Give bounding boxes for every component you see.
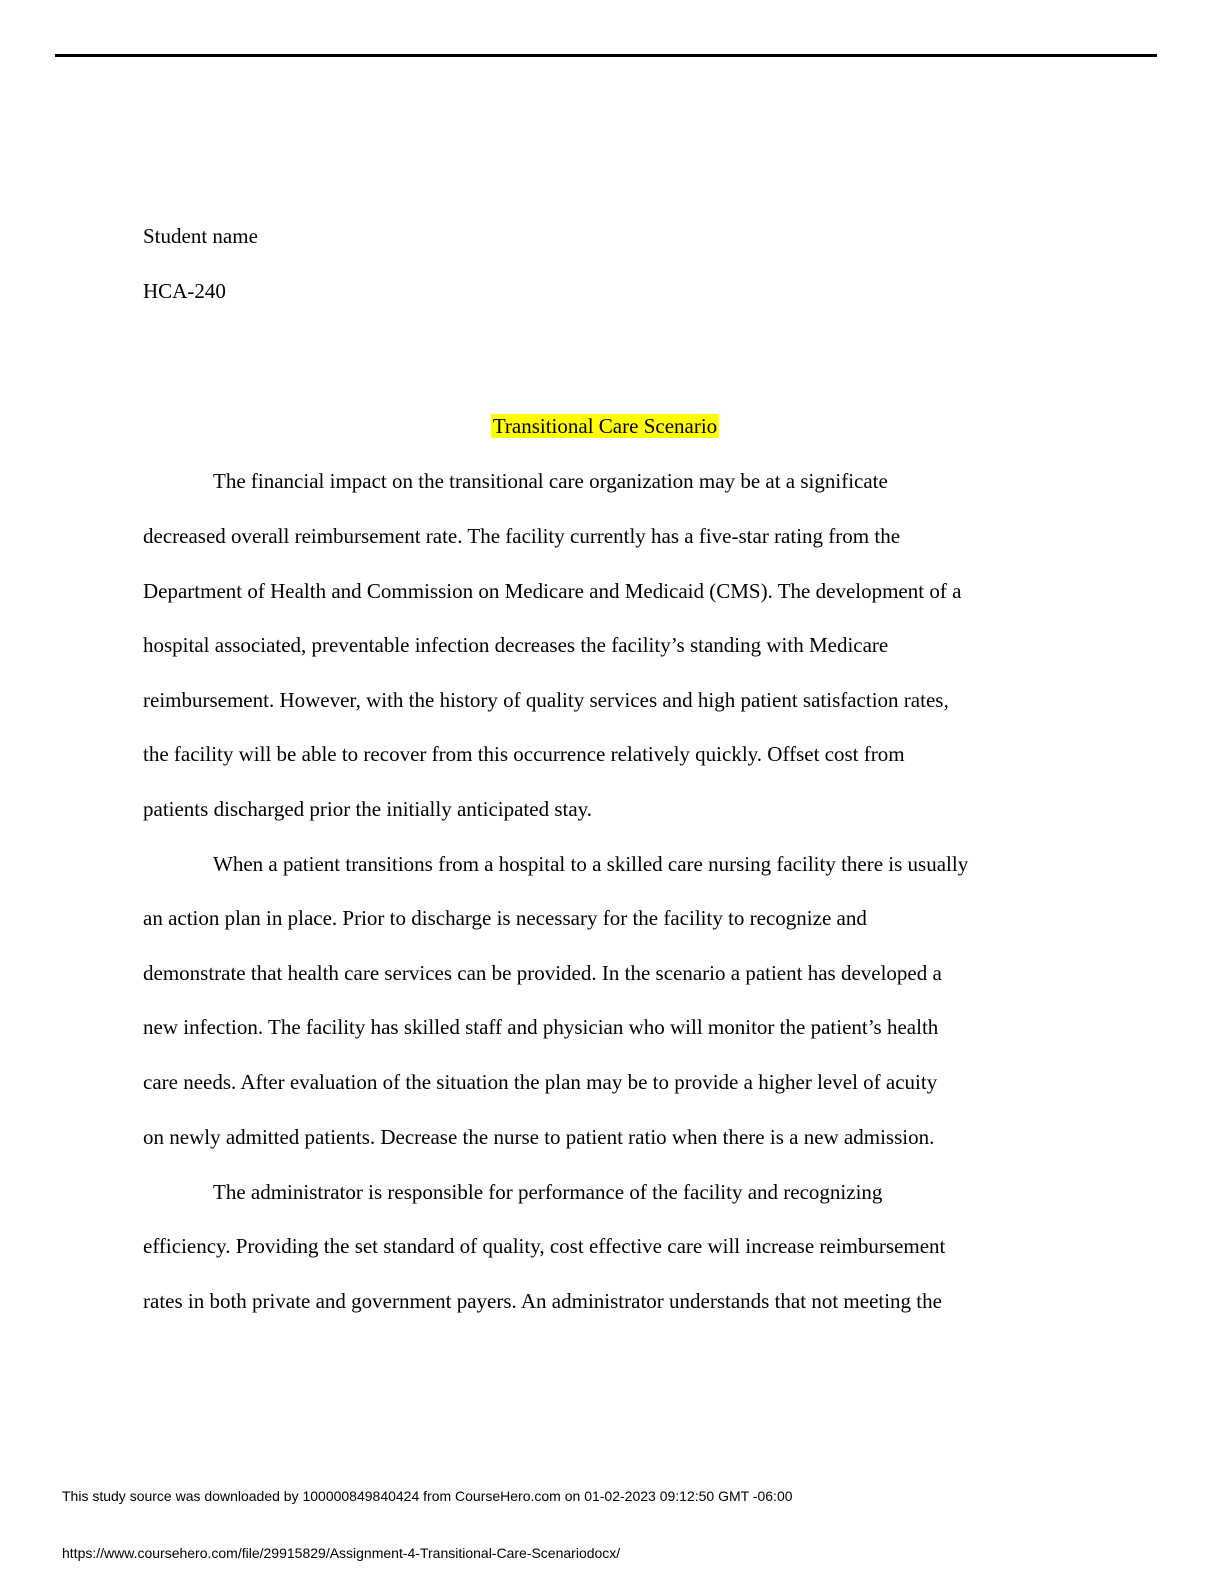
- paragraph-1-line-5: reimbursement. However, with the history of quality services and high patient satisfaction rates,: [143, 688, 949, 712]
- document-title: Transitional Care Scenario: [492, 414, 718, 438]
- source-url[interactable]: https://www.coursehero.com/file/29915829/Assignment-4-Transitional-Care-Scenariodocx/: [62, 1545, 621, 1561]
- paragraph-2-line-3: demonstrate that health care services can be provided. In the scenario a patient has developed a: [143, 961, 942, 985]
- paragraph-1-line-2: decreased overall reimbursement rate. The facility currently has a five-star rating from the: [143, 524, 901, 548]
- paragraph-2-line-2: an action plan in place. Prior to discharge is necessary for the facility to recognize and: [143, 906, 867, 930]
- paragraph-3-line-1: The administrator is responsible for performance of the facility and recognizing: [213, 1180, 883, 1204]
- paragraph-2-line-5: care needs. After evaluation of the situation the plan may be to provide a higher level of acuity: [143, 1070, 938, 1094]
- paragraph-1-line-6: the facility will be able to recover from this occurrence relatively quickly. Offset cost from: [143, 742, 905, 766]
- student-name: Student name: [143, 224, 258, 248]
- document-title-row: [0, 413, 1210, 439]
- paragraph-3-line-2: efficiency. Providing the set standard of quality, cost effective care will increase reimbursement: [143, 1234, 946, 1258]
- paragraph-3-line-3: rates in both private and government payers. An administrator understands that not meeting the: [143, 1289, 942, 1313]
- paragraph-1-line-3: Department of Health and Commission on Medicare and Medicaid (CMS). The development of a: [143, 579, 962, 603]
- paragraph-2-line-1: When a patient transitions from a hospital to a skilled care nursing facility there is usually: [213, 852, 969, 876]
- course-code: HCA-240: [143, 279, 226, 303]
- paragraph-1-line-7: patients discharged prior the initially anticipated stay.: [143, 797, 593, 821]
- paragraph-1-line-1: The financial impact on the transitional care organization may be at a significate: [213, 469, 888, 493]
- paragraph-2-line-4: new infection. The facility has skilled staff and physician who will monitor the patient’s health: [143, 1015, 939, 1039]
- paragraph-2-line-6: on newly admitted patients. Decrease the nurse to patient ratio when there is a new admission.: [143, 1125, 935, 1149]
- top-rule: [55, 54, 1157, 57]
- paragraph-1-line-4: hospital associated, preventable infection decreases the facility’s standing with Medicare: [143, 633, 889, 657]
- download-notice: This study source was downloaded by 100000849840424 from CourseHero.com on 01-02-2023 09:12:50 GMT -06:00: [62, 1488, 793, 1504]
